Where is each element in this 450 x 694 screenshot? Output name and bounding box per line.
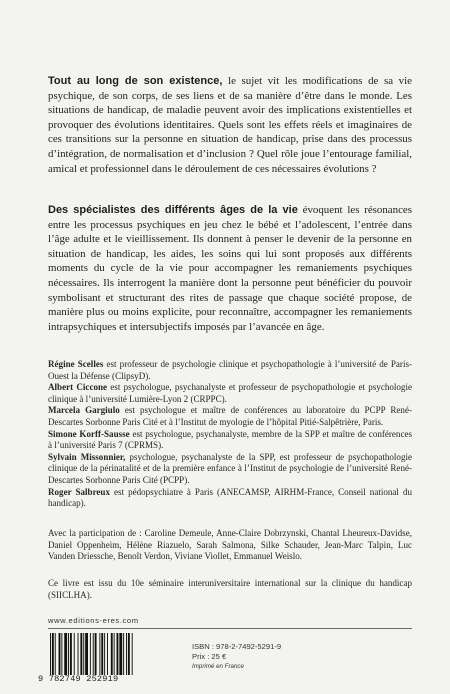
bio-entry: [48, 382, 412, 405]
footer-divider: [48, 628, 412, 629]
isbn-text: ISBN : 978-2-7492-5291-9: [192, 642, 282, 651]
bio-name: Roger Salbreux: [48, 486, 110, 497]
summary-body-2: évoquent les résonances entre les processus psychiques en jeu chez le bébé et l’adolescent, l’entrée dans l’âge adulte et le vieillissement. Ils donnent à penser le devenir de la personne en situation de handicap, les aides, les soins qui lui sont proposés aux différents moments du cycle de la vie pour accompagner les remaniements psychiques nécessaires. Ils interrogent la manière dont la personne peut bénéficier du pouvoir symbolisant et structurant des rites de passage que chaque société propose, de manière plus ou moins explicite, pour reconnaître, accompagner les remaniements intrapsychiques et intersubjectifs imposés par l’avancée en âge.: [48, 204, 412, 333]
publisher-website-link[interactable]: www.editions-eres.com: [48, 616, 139, 625]
isbn-block: [192, 642, 281, 672]
price-text: Prix : 25 €: [192, 652, 227, 661]
bio-name: Régine Scelles: [48, 359, 104, 369]
barcode-icon: [48, 633, 172, 675]
author-bios: [48, 359, 412, 510]
bio-entry: [48, 429, 412, 452]
summary-lead-2: Des spécialistes des différents âges de la vie: [48, 204, 298, 216]
bio-text: est psychologue et maître de conférences au laboratoire du PCPP René-Descartes Sorbonne Paris Cité et à l’Institut de myologie de l’hôpital Pitié-Salpêtrière, Paris.: [48, 405, 412, 427]
bio-text: est psychologue, psychanalyste, membre de la SPP et maître de conférences à l’université Paris 7 (CPRMS).: [48, 428, 412, 451]
bio-text: est professeur de psychologie clinique et psychopathologie à l’université de Paris-Ouest la Défense (ClipsyD).: [48, 359, 412, 381]
bio-entry: [48, 405, 412, 428]
summary-body-1: le sujet vit les modifications de sa vie psychique, de son corps, de ses liens et de sa manière d’être dans le monde. Les situations de handicap, de maladie peuvent avoir des implications existentielles et provoquer des évolutions identitaires. Quels sont les effets réels et imaginaires de ces transitions sur la personne en situation de handicap, prise dans des processus d’intégration, de normalisation et d’inclusion ? Quel rôle joue l’entourage familial, amical et professionnel dans le déroulement de ces nécessaires évolutions ?: [48, 75, 412, 175]
barcode-digits: 9 782749 252919: [38, 674, 119, 684]
bio-name: Albert Ciccone: [48, 382, 108, 393]
bio-entry: [48, 359, 412, 382]
participation-text: Avec la participation de : Caroline Demeule, Anne-Claire Dobrzynski, Chantal Lheureux-Davidse, Daniel Oppenheim, Hélène Riazuelo, Sarah Salmona, Silke Schauder, Jean-Marc Talpin, Luc Vanden Driessche, Benoît Verdon, Viviane Viollet, Emmanuel Weislo.: [48, 528, 412, 562]
summary-paragraph-1: [48, 74, 412, 176]
bio-entry: [48, 487, 412, 510]
bio-text: psychologue, psychanalyste de la SPP, est professeur de psychopathologie clinique de la périnatalité et de la première enfance à l’Institut de psychologie de l’université René-Descartes Sorbonne Paris Cité (PCPP).: [48, 451, 412, 485]
bio-name: Sylvain Missonnier,: [48, 451, 126, 462]
bio-entry: [48, 452, 412, 487]
bio-name: Simone Korff-Sausse: [48, 428, 130, 439]
printed-in-text: Imprimé en France: [192, 663, 244, 670]
summary-paragraph-2: [48, 203, 412, 334]
seminar-note: Ce livre est issu du 10e séminaire interuniversitaire international sur la clinique du handicap (SIICLHA).: [48, 578, 412, 600]
bio-text: est psychologue, psychanalyste et professeur de psychopathologie et psychologie clinique à l’université Lumière-Lyon 2 (CRPPC).: [48, 382, 412, 404]
summary-lead-1: Tout au long de son existence,: [48, 75, 223, 87]
bio-name: Marcela Gargiulo: [48, 405, 120, 416]
bio-text: est pédopsychiatre à Paris (ANECAMSP, AIRHM-France, Conseil national du handicap).: [48, 486, 413, 509]
